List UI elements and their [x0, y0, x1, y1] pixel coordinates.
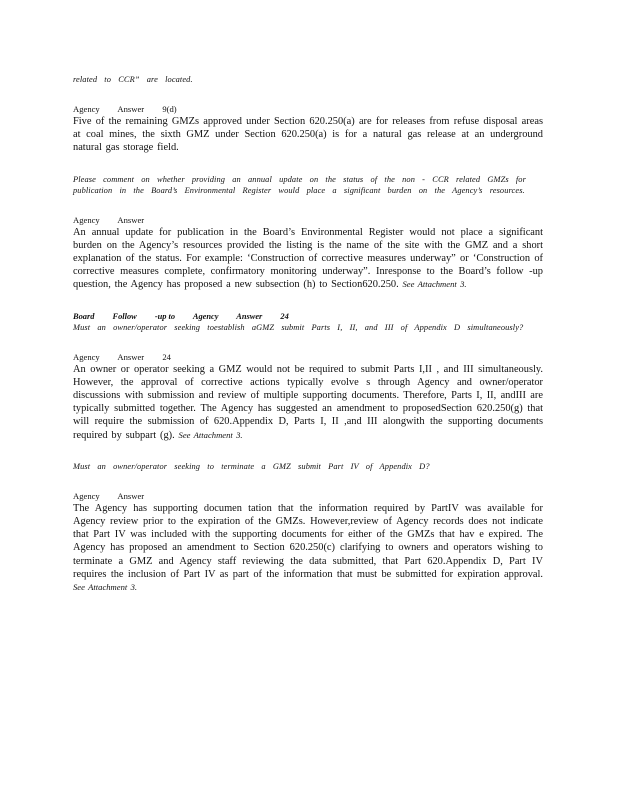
answer-text: The Agency has supporting documen tation that the information required by PartIV was available for Agency review prior to the expiration of the GMZs. However,review of Agency records does not indicate that Part IV was included with the supporting documents for either of the GMZs that hav e expired. The Agency has proposed an amendment to Section 620.250(c) clarifying to owners and operators wishing to terminate a GMZ and Agency staff reviewing the data submitted, that Part 620.Appendix D, Part IV requires the inclusion of Part IV as part of the information that must be submitted for expiration approval. — [73, 502, 543, 580]
answer-paragraph — [73, 502, 543, 594]
heading-word: -up to — [154, 311, 176, 321]
question-paragraph: Must an owner/operator seeking toestablish aGMZ submit Parts I, II, and III of Appendix D simultaneously? — [73, 322, 524, 332]
attachment-reference: See Attachment 3. — [402, 279, 467, 290]
attachment-reference: See Attachment 3. — [178, 429, 243, 440]
answer-text: An owner or operator seeking a GMZ would not be required to submit Parts I,II , and III simultaneously. However, the approval of corrective actions typically evolve s through Agency and owner/operator discussions with submission and review of multiple supporting documents. Therefore, Parts I, II, andIII are typically submitted together. The Agency has suggested an amendment to proposedSection 620.250(g) that will require the submission of 620.Appendix D, Parts I, II ,and III alongwith the supporting documents required by subpart (g). — [73, 363, 543, 441]
heading-word: Answer — [117, 214, 145, 225]
answer-paragraph: Five of the remaining GMZs approved under Section 620.250(a) are for releases from refuse disposal areas at coal mines, the sixth GMZ under Section 620.250(a) is for a natural gas release at an underground natural gas storage field. — [73, 116, 543, 154]
section-heading — [73, 491, 543, 502]
heading-word: 9(d) — [162, 104, 177, 114]
section-heading — [73, 104, 543, 115]
heading-word: Agency — [73, 490, 100, 501]
heading-word: Agency — [73, 351, 100, 362]
answer-text: An annual update for publication in the Board’s Environmental Register would not place a significant burden on the Agency’s resources provided the listing is the name of the site with the GMZ and a short explanation of the status. For example: ‘Construction of corrective measures underway” or ‘Construction of corrective measures complete, confirmatory monitoring underway”. Inresponse to the Board’s follow -up question, the Agency has proposed a new subsection (h) to Section620.250. — [73, 226, 543, 291]
heading-word: Agency — [73, 214, 100, 225]
heading-word: Answer — [117, 490, 145, 501]
lead-fragment: related to CCR” are located. — [73, 75, 193, 84]
heading-word: Follow — [112, 311, 137, 321]
section-heading — [73, 311, 543, 322]
section-heading — [73, 352, 543, 363]
answer-paragraph — [73, 226, 543, 292]
section-heading — [73, 215, 543, 226]
heading-word: Answer — [117, 104, 145, 114]
heading-word: 24 — [280, 311, 289, 321]
heading-word: Answer — [117, 351, 145, 362]
heading-word: 24 — [162, 351, 171, 362]
answer-paragraph — [73, 363, 543, 442]
document-page — [73, 74, 543, 594]
attachment-reference: See Attachment 3. — [73, 582, 138, 593]
heading-word: Board — [73, 311, 95, 321]
heading-word: Answer — [236, 311, 263, 321]
question-paragraph: Must an owner/operator seeking to terminate a GMZ submit Part IV of Appendix D? — [73, 461, 430, 471]
heading-word: Agency — [73, 104, 100, 114]
question-paragraph: Please comment on whether providing an annual update on the status of the non - CCR related GMZs for publication in the Board’s Environmental Register would place a significant burden on the Agency’s resources. — [73, 174, 526, 195]
heading-word: Agency — [192, 311, 219, 321]
